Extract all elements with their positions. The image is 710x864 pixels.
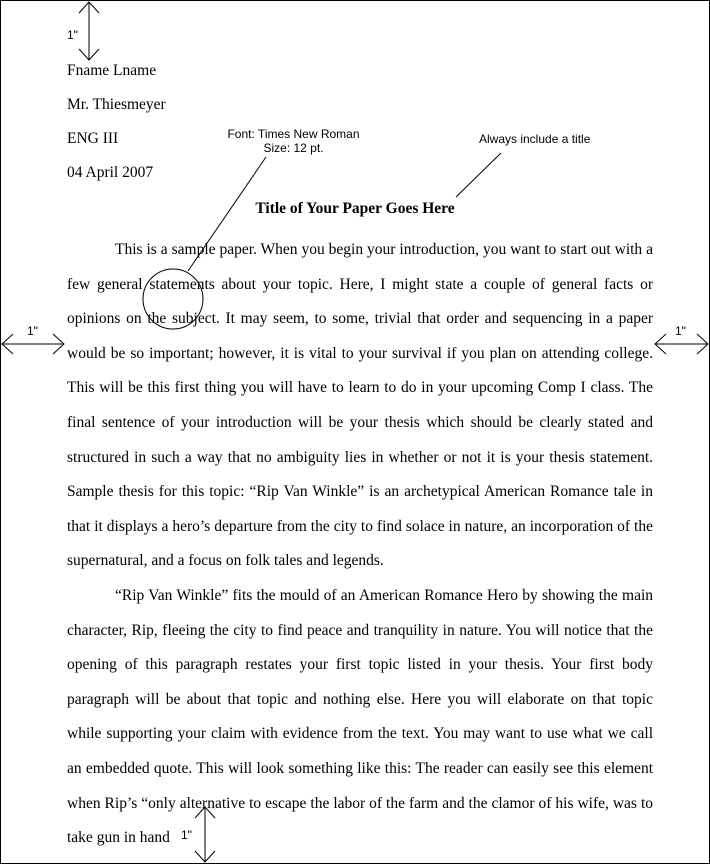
bottom-margin-arrow [195, 807, 215, 862]
font-callout-line [188, 157, 266, 271]
course-name: ENG III [67, 130, 119, 147]
bottom-margin-label: 1" [181, 828, 192, 842]
paragraph-body-1: “Rip Van Winkle” fits the mould of an American Romance Hero by showing the main character, Rip, fleeing the city to find peace and tranquility in nature. You will notice that the opening of this paragraph restates your first topic listed in your thesis. Your first body paragraph will be about that topic and nothing else. Here you will elaborate on that topic while supporting your claim with evidence from the text. You may want to use what we call an embedded quote. This will look something like this: The reader can easily see this element when Rip’s “only alternative to escape the labor of the farm and the clamor of his wife, was to take gun in hand [67, 586, 653, 847]
top-margin-label: 1" [67, 28, 78, 42]
title-callout-line [456, 153, 501, 197]
font-callout-circle [143, 269, 203, 329]
left-margin-label: 1" [27, 324, 38, 338]
top-margin-arrow [79, 2, 99, 60]
margin-arrows-overlay [1, 1, 709, 863]
font-note-line1: Font: Times New Roman [227, 127, 360, 141]
right-margin-label: 1" [675, 324, 686, 338]
right-margin-arrow [655, 334, 708, 354]
paper-date: 04 April 2007 [67, 164, 154, 181]
left-margin-arrow [2, 334, 64, 354]
author-name: Fname Lname [67, 62, 157, 79]
teacher-name: Mr. Thiesmeyer [67, 96, 166, 113]
paragraph-intro: This is a sample paper. When you begin your introduction, you want to start out with a few general statements about your topic. Here, I might state a couple of general facts or opinions on the subject. It may seem, to some, trivial that order and sequencing in a paper would be so important; however, it is vital to your survival if you plan on attending college. This will be this first thing you will have to learn to do in your upcoming Comp I class. The final sentence of your introduction will be your thesis which should be clearly stated and structured in such a way that no ambiguity lies in whether or not it is your thesis statement. Sample thesis for this topic: “Rip Van Winkle” is an archetypical American Romance tale in that it displays a hero’s departure from the city to find solace in nature, an incorporation of the supernatural, and a focus on folk tales and legends. [67, 241, 653, 570]
title-note: Always include a title [479, 132, 591, 146]
paper-title: Title of Your Paper Goes Here [255, 200, 455, 217]
font-note-line2: Size: 12 pt. [263, 141, 324, 155]
